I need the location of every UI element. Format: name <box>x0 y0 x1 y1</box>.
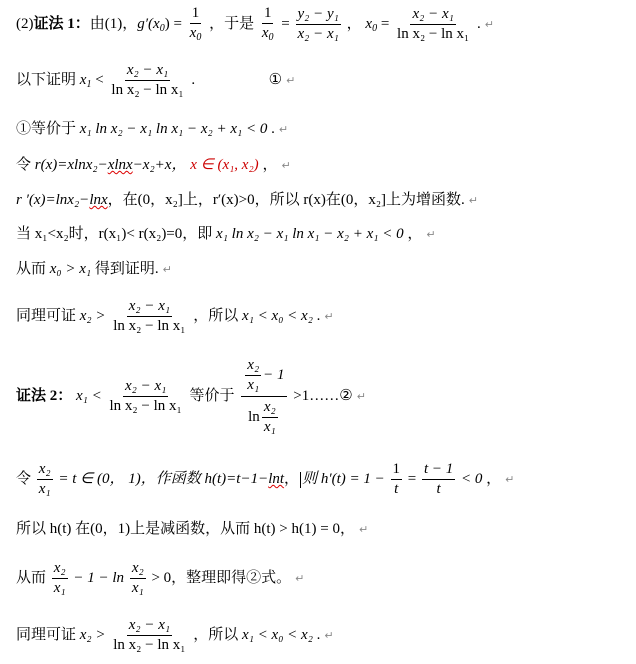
fraction: $\frac{\text{x₂}}{\text{x₁}}$ <box>131 560 144 596</box>
line-8 <box>16 299 334 334</box>
text: ，所以 <box>193 307 239 324</box>
paragraph-mark-icon: ↵ <box>484 17 495 31</box>
text-cursor-icon[interactable] <box>300 472 301 488</box>
text: ， <box>486 470 502 487</box>
text: . <box>316 307 321 324</box>
derivative-expr: 则 h′(t) = 1 − <box>302 470 385 487</box>
paragraph-mark-icon: ↵ <box>505 472 515 486</box>
text: 得到证明. <box>94 261 159 277</box>
line-9 <box>16 358 366 435</box>
paragraph-mark-icon: ↵ <box>281 159 291 172</box>
fraction: $\frac{\text{x₂ − x₁}}{\text{ln x₂ − ln x₁}}$ <box>113 617 186 653</box>
inequality: x₁ ln x₂ − x₁ ln x₁ − x₂ + x₁ < 0 <box>79 121 268 137</box>
function-def-rest: −x₂+x， <box>132 157 187 173</box>
spellcheck-word: lnx <box>89 192 108 208</box>
text: 等价于 <box>189 387 235 404</box>
line-2 <box>16 63 295 98</box>
inequality: x₁ < x₀ < x₂ <box>242 626 313 643</box>
text: 同理可证 <box>16 626 77 643</box>
text: 同理可证 <box>16 307 77 324</box>
line-1 <box>16 6 494 43</box>
fraction: $\frac{1}{x_0}$ <box>189 5 202 43</box>
text: 令 <box>16 157 32 173</box>
text: 由(1)， <box>89 15 138 32</box>
text: ……② <box>309 387 353 404</box>
fraction: $\frac{\text{x₂}}{\text{x₁}}$ <box>53 560 66 596</box>
fraction: $\frac{t - 1}{t}$ <box>423 461 454 497</box>
text: 当 x₁<x₂时，r(x₁)< r(x₂)=0，即 <box>16 226 213 242</box>
spellcheck-word: xlnx <box>107 157 133 173</box>
text: − 1 − ln <box>73 569 125 586</box>
proof-2-heading: 证法 2： <box>16 387 73 404</box>
fraction: $\frac{\text{x₂}}{\text{x₁}}$ <box>38 461 51 497</box>
text: . <box>191 71 196 88</box>
text: ， <box>346 15 362 32</box>
text: ，在(0，x₂]上，r′(x)>0，所以 r(x)在(0，x₂]上为增函数. <box>107 192 465 208</box>
fraction: $\frac{\text{x₂ − x₁}}{\text{ln x₂ − ln x₁}}$ <box>111 62 184 98</box>
paragraph-mark-icon: ↵ <box>358 523 369 536</box>
paragraph-mark-icon: ↵ <box>324 309 334 323</box>
text: >1 <box>293 387 310 404</box>
x1-symbol: $x_1$ <box>79 71 92 90</box>
text: ①等价于 <box>16 121 77 137</box>
circled-number-1: ① <box>268 71 283 88</box>
compound-fraction: $\frac{\text{x₂}}{\text{x₁}}$ − 1 ln $\frac{\text{x₂}}{\text{x₁}}$ <box>241 358 286 435</box>
equals: = <box>380 15 390 32</box>
paragraph-mark-icon: ↵ <box>324 628 334 642</box>
inequality-lhs: x₁ < <box>76 387 102 404</box>
line-4 <box>16 158 291 173</box>
text: 从而 <box>16 261 47 277</box>
text: . <box>316 626 321 643</box>
inequality: x₁ < x₀ < x₂ <box>242 307 313 324</box>
fraction: $\frac{1}{x_0}$ <box>261 5 274 43</box>
part-label: (2) <box>16 15 34 32</box>
fraction: $\frac{\text{x₂ − x₁}}{\text{ln x₂ − ln x₁}}$ <box>397 6 470 42</box>
line-10 <box>16 462 514 497</box>
inequality-lhs: x₂ > <box>79 307 106 324</box>
function-def: h(t)=t−1− <box>204 470 269 487</box>
text: > 0，整理即得②式。 <box>151 569 292 586</box>
paragraph-mark-icon: ↵ <box>468 194 479 207</box>
derivative-expr: $g'(x_0)$ = <box>137 15 182 34</box>
x0-symbol: $x_0$ <box>365 15 378 34</box>
text: ， <box>407 226 423 242</box>
equals: = <box>281 15 290 32</box>
text: = t ∈ (0， 1)，作函数 <box>58 470 201 487</box>
text: ， <box>284 470 300 487</box>
function-def: r(x)=xlnx₂− <box>34 157 108 173</box>
less-than: < <box>95 71 104 88</box>
paragraph-mark-icon: ↵ <box>278 123 289 136</box>
line-11 <box>16 522 368 537</box>
inequality: x₁ ln x₂ − x₁ ln x₁ − x₂ + x₁ < 0 <box>216 226 404 242</box>
equals: = <box>407 470 417 487</box>
spellcheck-word: lnt <box>268 470 285 487</box>
inequality: < 0 <box>461 470 483 487</box>
text: 所以 h(t) 在(0，1)上是减函数，从而 h(t) > h(1) = 0， <box>16 521 355 537</box>
text: ，于是 <box>209 15 255 32</box>
paragraph-mark-icon: ↵ <box>162 263 172 276</box>
proof-1-heading: 证法 1： <box>33 15 90 32</box>
text: 令 <box>16 470 32 487</box>
domain-interval: x ∈ (x₁, x₂) <box>190 157 259 173</box>
fraction: $\frac{\text{x₂ − x₁}}{\text{ln x₂ − ln x₁}}$ <box>113 298 186 334</box>
paragraph-mark-icon: ↵ <box>286 73 296 87</box>
text: . <box>271 121 275 137</box>
fraction: $\frac{1}{t}$ <box>392 461 400 497</box>
text: ， <box>262 157 278 173</box>
text: ，所以 <box>193 626 239 643</box>
inequality: x₀ > x₁ <box>49 261 92 277</box>
derivative-text: r ′(x)=lnx₂− <box>16 192 90 208</box>
fraction: $\frac{\text{x₂ − x₁}}{\text{ln x₂ − ln x₁}}$ <box>109 378 182 414</box>
paragraph-mark-icon: ↵ <box>426 228 436 241</box>
line-7 <box>16 262 172 277</box>
text: 从而 <box>16 569 47 586</box>
text: . <box>477 15 481 32</box>
line-6 <box>16 227 436 242</box>
text: 以下证明 <box>16 71 77 88</box>
line-5 <box>16 193 478 208</box>
line-3 <box>16 122 288 137</box>
fraction: $\frac{\text{y₂ − y₁}}{\text{x₂ − x₁}}$ <box>297 6 339 42</box>
paragraph-mark-icon: ↵ <box>356 389 366 403</box>
line-12 <box>16 561 304 596</box>
line-13 <box>16 618 334 653</box>
inequality-lhs: x₂ > <box>79 626 106 643</box>
paragraph-mark-icon: ↵ <box>295 571 305 585</box>
